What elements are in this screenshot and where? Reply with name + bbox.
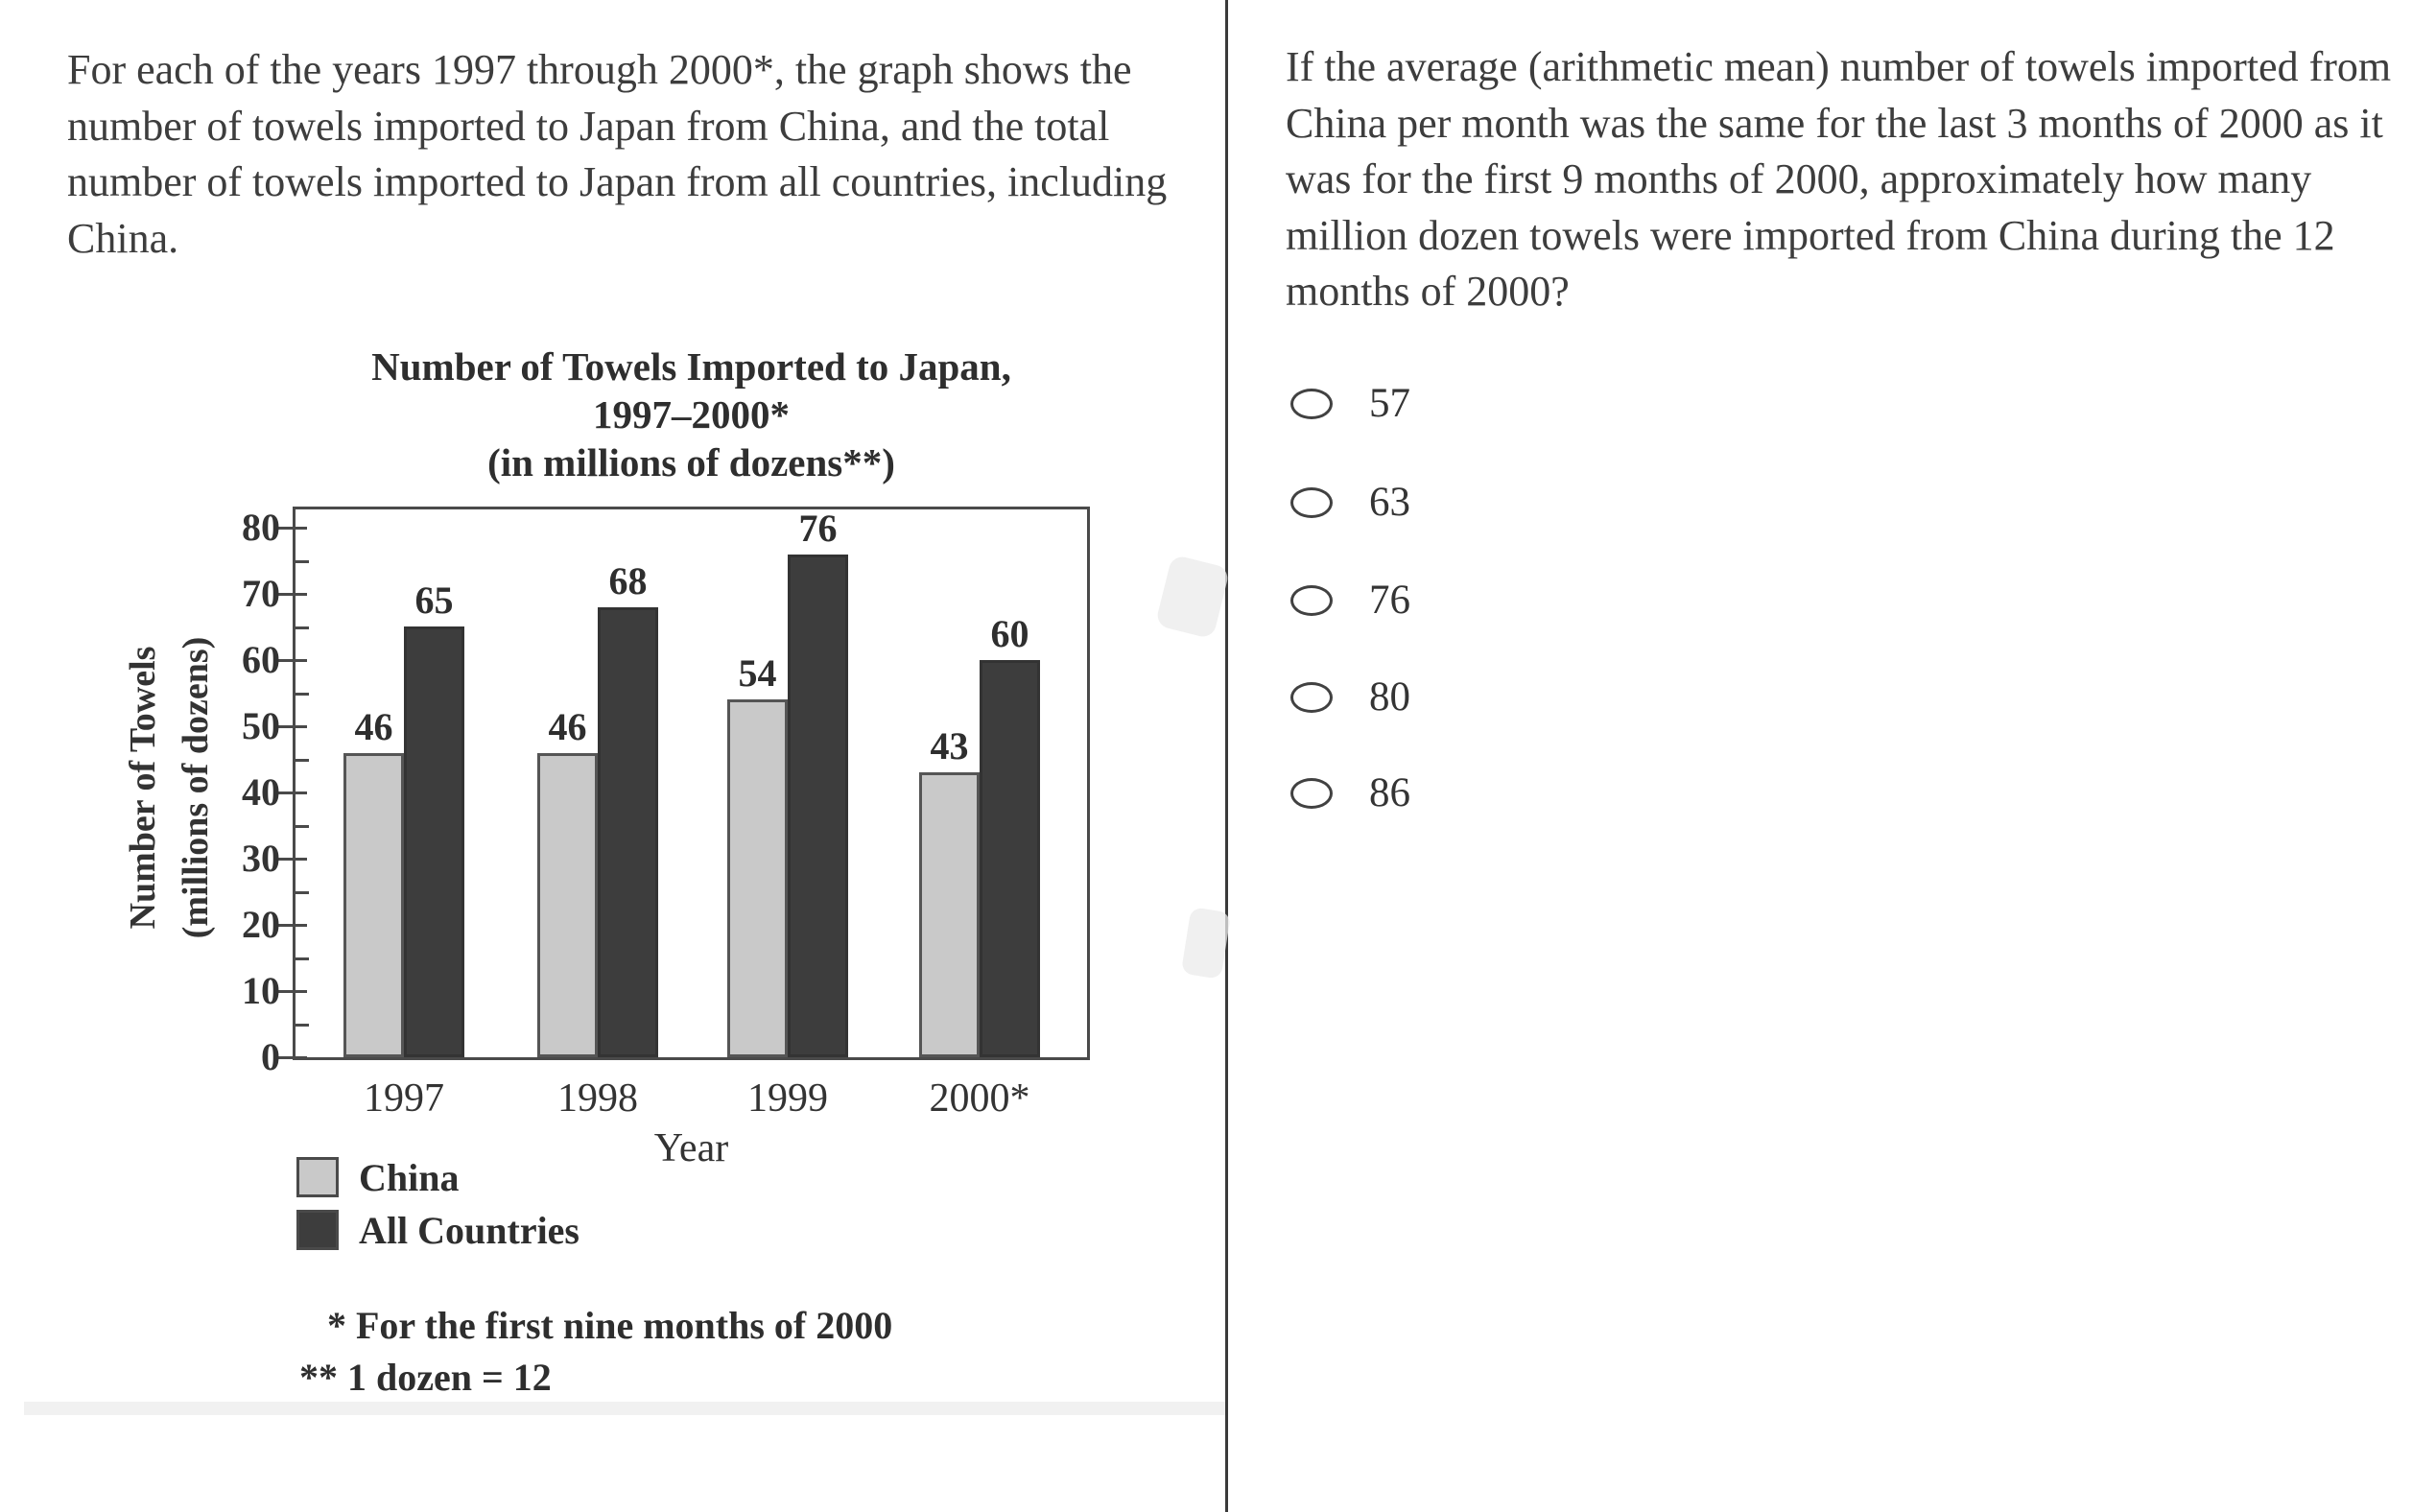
x-axis-label: 2000* (929, 1076, 1030, 1121)
y-minor-tick (294, 560, 309, 563)
x-axis-label: 1998 (557, 1076, 638, 1121)
legend-swatch-china (296, 1157, 339, 1197)
bar-china (343, 753, 404, 1057)
y-minor-tick (294, 891, 309, 894)
answer-option[interactable] (1286, 464, 1573, 541)
question-paragraph (1286, 39, 2391, 320)
y-minor-tick (294, 825, 309, 828)
y-axis-tick-label: 70 (242, 572, 280, 615)
y-minor-tick (294, 957, 309, 960)
answer-option[interactable] (1286, 755, 1573, 832)
intro-line: For each of the years 1997 through 2000*, the graph shows the (67, 46, 1132, 93)
watermark-artifact (1181, 907, 1231, 980)
bar-all-countries (598, 607, 658, 1057)
question-line: months of 2000? (1286, 268, 1570, 315)
y-axis-tick-label: 60 (242, 638, 280, 681)
bar-all-countries (404, 626, 464, 1057)
bar-all-countries (980, 660, 1040, 1057)
y-minor-tick (294, 693, 309, 696)
bar-value-label: 46 (548, 705, 587, 748)
y-axis-title-line: (millions of dozens) (176, 636, 216, 939)
intro-line: China. (67, 214, 179, 262)
y-minor-tick (294, 626, 309, 629)
bar-all-countries (788, 555, 848, 1057)
question-line: million dozen towels were imported from China during the 12 (1286, 211, 2335, 259)
bar-china (727, 699, 788, 1057)
x-axis-title: Year (653, 1126, 729, 1170)
y-major-tick (278, 659, 307, 662)
y-axis-title-line: Number of Towels (123, 646, 163, 930)
question-line: China per month was the same for the last 3 months of 2000 as it (1286, 99, 2383, 147)
y-axis-tick-label: 0 (261, 1035, 280, 1078)
intro-line: number of towels imported to Japan from China, and the total (67, 102, 1110, 150)
y-major-tick (278, 791, 307, 794)
bar-value-label: 46 (354, 705, 393, 748)
answer-option[interactable] (1286, 562, 1573, 639)
question-line: If the average (arithmetic mean) number of towels imported from (1286, 43, 2392, 90)
option-label: 86 (1369, 770, 1410, 815)
chart-title-line: (in millions of dozens**) (487, 440, 895, 484)
intro-paragraph (67, 42, 1167, 267)
y-axis-tick-label: 40 (242, 770, 280, 814)
bar-value-label: 68 (608, 559, 648, 602)
legend-swatch-all-countries (296, 1210, 339, 1250)
legend-label: All Countries (359, 1209, 579, 1252)
scan-divider-band (24, 1402, 1226, 1415)
radio-button-icon[interactable] (1290, 585, 1333, 616)
footnote: ** 1 dozen = 12 (299, 1356, 552, 1399)
bar-value-label: 60 (990, 612, 1029, 655)
y-minor-tick (294, 1024, 309, 1027)
chart-title (293, 343, 1090, 486)
column-divider (1225, 0, 1228, 1512)
radio-button-icon[interactable] (1290, 487, 1333, 518)
y-axis-tick-label: 50 (242, 704, 280, 747)
y-axis-tick-label: 10 (242, 969, 280, 1012)
y-minor-tick (294, 759, 309, 762)
y-major-tick (278, 924, 307, 927)
footnote: * For the first nine months of 2000 (327, 1304, 893, 1347)
intro-line: number of towels imported to Japan from all countries, including (67, 158, 1168, 205)
y-major-tick (278, 990, 307, 993)
bar-china (919, 772, 980, 1057)
chart-title-line: 1997–2000* (593, 392, 790, 437)
bar-china (537, 753, 598, 1057)
radio-button-icon[interactable] (1290, 778, 1333, 809)
x-axis-label: 1997 (364, 1076, 444, 1121)
bar-value-label: 76 (798, 507, 838, 550)
y-axis-tick-label: 80 (242, 506, 280, 549)
y-axis-tick-label: 30 (242, 837, 280, 880)
chart-title-line: Number of Towels Imported to Japan, (371, 344, 1011, 389)
bar-value-label: 54 (738, 651, 777, 695)
watermark-artifact (1155, 555, 1231, 640)
radio-button-icon[interactable] (1290, 682, 1333, 713)
option-label: 80 (1369, 674, 1410, 720)
y-major-tick (278, 593, 307, 596)
bar-value-label: 65 (414, 579, 454, 622)
y-major-tick (278, 527, 307, 530)
y-axis-tick-label: 20 (242, 903, 280, 946)
option-label: 76 (1369, 578, 1410, 623)
y-major-tick (278, 858, 307, 861)
bar-value-label: 43 (930, 724, 969, 768)
question-line: was for the first 9 months of 2000, approximately how many (1286, 155, 2312, 202)
answer-option[interactable] (1286, 366, 1573, 442)
option-label: 57 (1369, 381, 1410, 426)
x-axis-label: 1999 (747, 1076, 828, 1121)
y-major-tick (278, 725, 307, 728)
option-label: 63 (1369, 480, 1410, 525)
answer-option[interactable] (1286, 659, 1573, 736)
legend-label: China (359, 1156, 460, 1199)
radio-button-icon[interactable] (1290, 389, 1333, 419)
y-major-tick (278, 1056, 307, 1059)
